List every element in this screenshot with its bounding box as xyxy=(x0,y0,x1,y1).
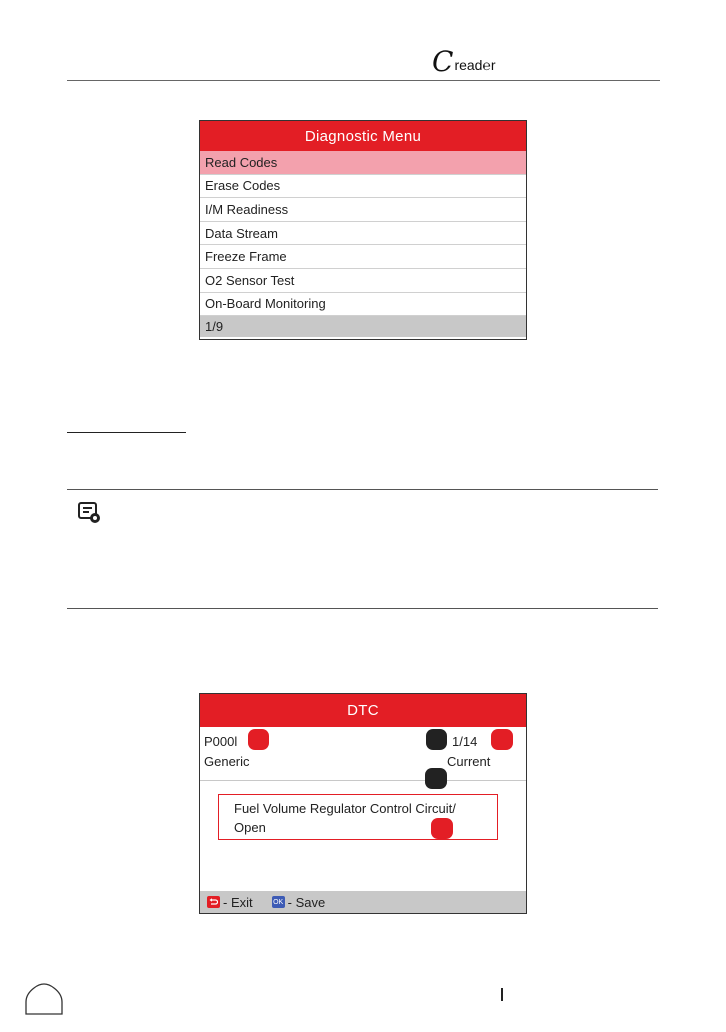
callout-marker-5 xyxy=(431,818,453,839)
menu-item-freeze-frame[interactable]: Freeze Frame xyxy=(200,245,526,269)
dtc-count: 1/14 xyxy=(452,734,478,749)
dtc-code: P000l xyxy=(204,734,238,749)
screen-title: Diagnostic Menu xyxy=(200,121,526,151)
diagnostic-menu-screen xyxy=(199,120,527,340)
section-heading-underline xyxy=(67,432,186,433)
callout-marker-1 xyxy=(248,729,269,750)
callout-marker-3 xyxy=(491,729,513,750)
dtc-title: DTC xyxy=(200,694,526,727)
note-top-rule xyxy=(67,489,658,490)
page-number-shape xyxy=(24,980,64,1016)
note-bottom-rule xyxy=(67,608,658,609)
menu-item-im-readiness[interactable]: I/M Readiness xyxy=(200,198,526,222)
page-indicator: 1/9 xyxy=(200,316,526,337)
dtc-type: Generic xyxy=(204,754,250,769)
header-rule xyxy=(67,80,660,81)
creader-logo xyxy=(432,45,496,78)
menu-item-erase-codes[interactable]: Erase Codes xyxy=(200,175,526,199)
page-mark xyxy=(501,988,503,1001)
menu-item-read-codes[interactable]: Read Codes xyxy=(200,151,526,175)
logo-text: read℮r xyxy=(454,57,496,73)
dtc-description-line-2: Open xyxy=(234,820,266,835)
callout-marker-2 xyxy=(426,729,447,750)
menu-item-on-board-monitoring[interactable]: On-Board Monitoring xyxy=(200,293,526,317)
dtc-footer-bar xyxy=(200,891,526,913)
exit-label: - Exit xyxy=(223,894,253,910)
ok-save-icon[interactable]: OK xyxy=(272,896,285,908)
dtc-description-line-1: Fuel Volume Regulator Control Circuit/ xyxy=(234,801,456,816)
dtc-status: Current xyxy=(447,754,491,769)
dtc-divider xyxy=(200,780,526,781)
note-icon xyxy=(78,502,102,524)
save-label: - Save xyxy=(287,894,326,910)
logo-letter-c: C xyxy=(432,45,454,78)
back-icon[interactable] xyxy=(207,896,220,908)
menu-item-o2-sensor-test[interactable]: O2 Sensor Test xyxy=(200,269,526,293)
dtc-description-box xyxy=(218,794,498,840)
menu-item-data-stream[interactable]: Data Stream xyxy=(200,222,526,246)
callout-marker-4 xyxy=(425,768,447,789)
